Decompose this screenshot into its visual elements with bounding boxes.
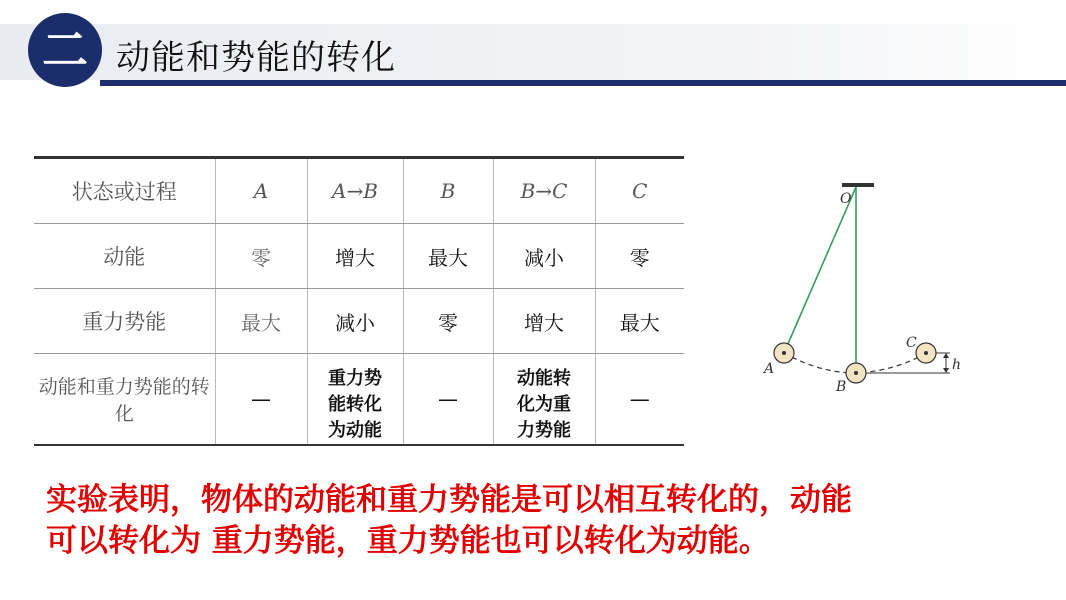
table-cell: 最大 xyxy=(595,289,684,354)
bob-position-b-center xyxy=(854,371,858,375)
conversion-phrase: 重力势能转化为动能 xyxy=(328,368,382,441)
height-arrow-head-bottom xyxy=(943,368,949,373)
table-cell: — xyxy=(403,354,493,446)
height-label: h xyxy=(952,357,962,373)
table-cell: 最大 xyxy=(215,289,307,354)
conclusion-line-2: 可以转化为 重力势能，重力势能也可以转化为动能。 xyxy=(46,523,770,559)
table-cell: — xyxy=(215,354,307,446)
point-label-a: A xyxy=(764,361,775,377)
section-number-badge xyxy=(28,13,102,87)
table-row xyxy=(34,289,684,354)
table-row xyxy=(34,354,684,446)
pendulum-string-a xyxy=(784,187,856,353)
header-underline xyxy=(100,80,1066,86)
table-cell: 减小 xyxy=(493,224,595,289)
table-cell: 最大 xyxy=(403,224,493,289)
table-cell: 增大 xyxy=(493,289,595,354)
table-cell: 增大 xyxy=(307,224,403,289)
conversion-phrase-cell xyxy=(493,354,595,446)
table-row xyxy=(34,224,684,289)
bob-position-c-center xyxy=(924,351,928,355)
pendulum-ceiling xyxy=(842,183,874,187)
table-cell: 减小 xyxy=(307,289,403,354)
table-cell: 零 xyxy=(403,289,493,354)
page-title: 动能和势能的转化 xyxy=(116,38,396,78)
pendulum-diagram xyxy=(750,175,980,405)
table-header-cell: A xyxy=(215,158,307,224)
table-header-cell: C xyxy=(595,158,684,224)
bob-position-a-center xyxy=(782,351,786,355)
height-arrow-head-top xyxy=(943,353,949,358)
table-header-cell: 状态或过程 xyxy=(34,158,215,224)
table-header-cell: A→B xyxy=(307,158,403,224)
section-number: 二 xyxy=(42,23,88,77)
table-header-cell: B xyxy=(403,158,493,224)
table-header-cell: B→C xyxy=(493,158,595,224)
table-cell: — xyxy=(595,354,684,446)
row-label: 重力势能 xyxy=(34,289,215,354)
conversion-phrase: 动能转化为重力势能 xyxy=(517,368,571,441)
point-label-b: B xyxy=(836,379,847,395)
row-label: 动能和重力势能的转化 xyxy=(34,354,215,446)
point-label-c: C xyxy=(906,335,917,351)
table-cell: 零 xyxy=(215,224,307,289)
conclusion-line-1: 实验表明，物体的动能和重力势能是可以相互转化的，动能 xyxy=(46,482,852,518)
row-label: 动能 xyxy=(34,224,215,289)
conclusion-text xyxy=(46,480,1006,562)
pivot-label: O xyxy=(840,191,852,207)
table-cell: 零 xyxy=(595,224,684,289)
conversion-phrase-cell xyxy=(307,354,403,446)
energy-conversion-table xyxy=(34,156,684,446)
table-header-row xyxy=(34,158,684,224)
